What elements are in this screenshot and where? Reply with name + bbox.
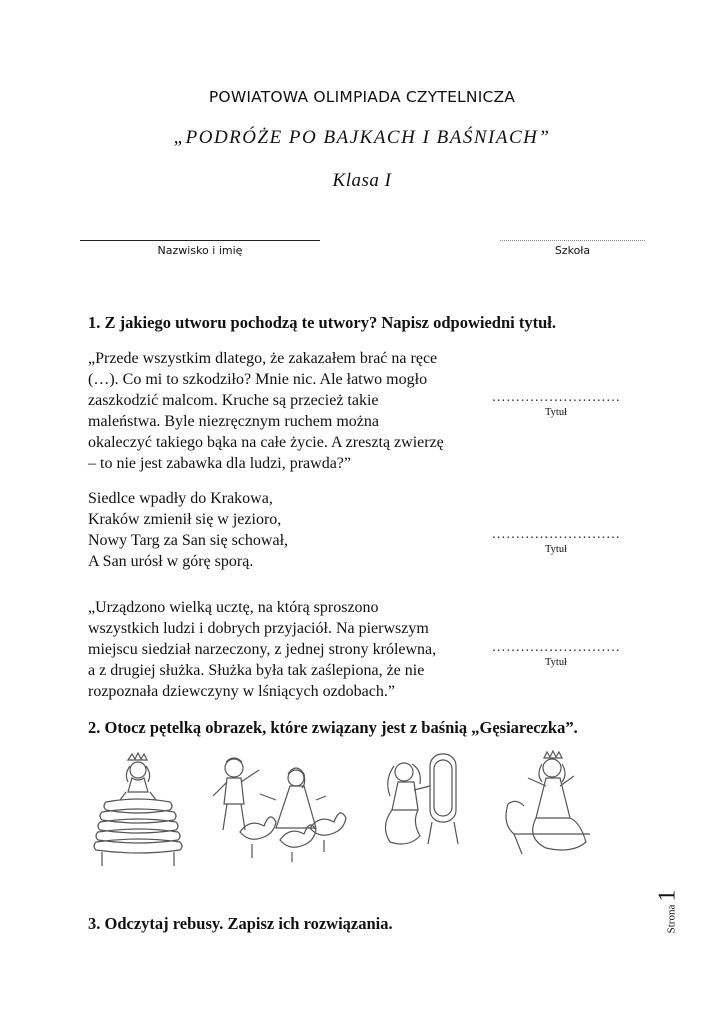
- answer-label: Tytuł: [544, 407, 567, 418]
- passage-3: [88, 597, 483, 702]
- passage-line: Kraków zmienił się w jezioro,: [88, 511, 282, 528]
- passage-line: wszystkich ludzi i dobrych przyjaciół. Na pierwszym: [88, 620, 429, 637]
- name-label: Nazwisko i imię: [157, 244, 243, 257]
- passage-line: miejscu siedział narzeczony, z jednej strony królewna,: [88, 641, 437, 658]
- question-3-heading: 3. Odczytaj rebusy. Zapisz ich rozwiązania.: [88, 914, 393, 933]
- passage-line: maleństwa. Byle niezręcznym ruchem można: [88, 413, 379, 430]
- olympiad-title: POWIATOWA OLIMPIADA CZYTELNICZA: [208, 88, 516, 106]
- passage-line: okaleczyć takiego bąka na całe życie. A zresztą zwierzę: [88, 434, 444, 451]
- passage-line: zaszkodzić malcom. Kruche są przecież takie: [88, 392, 379, 409]
- passage-line: „Urządzono wielką ucztę, na którą sproszono: [88, 599, 379, 616]
- mermaid-at-mirror-icon[interactable]: [372, 750, 472, 850]
- name-line[interactable]: [80, 240, 320, 241]
- answer-3[interactable]: [480, 640, 632, 668]
- passage-line: – to nie jest zabawka dla ludzi, prawda?”: [88, 455, 351, 472]
- school-line[interactable]: [500, 240, 645, 241]
- passage-line: (…). Co mi to szkodziło? Mnie nic. Ale łatwo mogło: [88, 371, 428, 388]
- passage-line: „Przede wszystkim dlatego, że zakazałem brać na ręce: [88, 350, 438, 367]
- page-number-label: [654, 880, 692, 940]
- passage-line: a z drugiej służka. Służka była tak zaślepiona, że nie: [88, 662, 425, 679]
- goose-girl-with-boy-and-geese-icon[interactable]: [200, 750, 360, 866]
- answer-2[interactable]: [480, 527, 632, 555]
- passage-line: rozpoznała dziewczyny w lśniących ozdobach.”: [88, 683, 395, 700]
- princess-on-chaise-icon[interactable]: [498, 750, 602, 860]
- answer-1[interactable]: [480, 390, 632, 418]
- princess-on-mattresses-icon[interactable]: [88, 752, 188, 870]
- question-2-heading: 2. Otocz pętelką obrazek, które związany jest z baśnią „Gęsiareczka”.: [88, 718, 578, 737]
- answer-dots[interactable]: ………………………: [491, 527, 621, 542]
- question-1-heading: 1. Z jakiego utworu pochodzą te utwory? Napisz odpowiedni tytuł.: [88, 313, 556, 332]
- passage-line: Nowy Targ za San się schował,: [88, 532, 289, 549]
- passage-1: [88, 348, 483, 474]
- page-number: 1: [654, 889, 681, 902]
- passage-line: A San urósł w górę sporą.: [88, 553, 254, 570]
- answer-label: Tytuł: [544, 657, 567, 668]
- page-word: Strona: [665, 904, 678, 934]
- answer-dots[interactable]: ………………………: [491, 390, 621, 405]
- class-label: Klasa I: [332, 170, 392, 191]
- passage-line: Siedlce wpadły do Krakowa,: [88, 490, 273, 507]
- passage-2: [88, 488, 483, 572]
- answer-label: Tytuł: [544, 544, 567, 555]
- answer-dots[interactable]: ………………………: [491, 640, 621, 655]
- olympiad-subtitle: „PODRÓŻE PO BAJKACH I BAŚNIACH”: [173, 127, 551, 148]
- school-label: Szkoła: [554, 244, 591, 257]
